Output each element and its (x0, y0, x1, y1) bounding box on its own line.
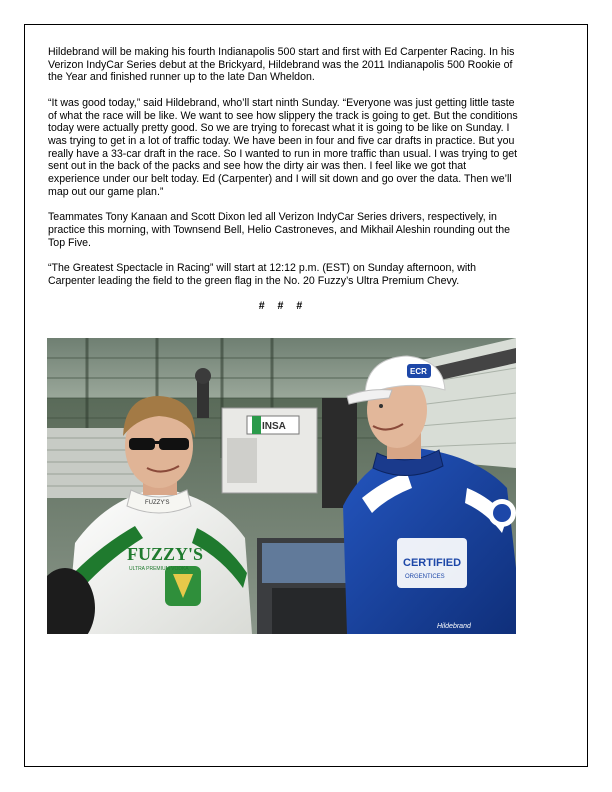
paragraph-race-start: “The Greatest Spectacle in Racing” will start at 12:12 p.m. (EST) on Sunday afternoon, with Carpenter leading the field to the green flag in the No. 20 Fuzzy’s Ultra Premium Chevy. (48, 262, 477, 287)
paragraph-intro: Hildebrand will be making his fourth Indianapolis 500 start and first with Ed Carpenter Racing. In his Verizon IndyCar Series debut at the Brickyard, Hildebrand was the 2011 Indianapolis 500 Rookie of the Year and finished runner up to the late Dan Wheldon. (48, 46, 515, 84)
paragraph-practice-results: Teammates Tony Kanaan and Scott Dixon led all Verizon IndyCar Series drivers, respectively, in practice this morning, with Townsend Bell, Helio Castroneves, and Mikhail Aleshin rounding out the Top Five. (48, 211, 511, 249)
right-name-patch: Hildebrand (437, 623, 471, 630)
right-cap-logo: ECR (410, 367, 427, 376)
right-suit-text: CERTIFIED (403, 557, 462, 569)
left-suit-brand: FUZZY'S (127, 544, 204, 564)
signage-text: INSA (262, 421, 286, 432)
article-body (48, 46, 518, 313)
drivers-photo (47, 338, 516, 634)
end-marks: # # # (258, 300, 308, 313)
paragraph-quote: “It was good today,” said Hildebrand, who’ll start ninth Sunday. “Everyone was just getting little taste of what the race will be like. We want to see how slippery the track is going to get. But the conditions today were actually pretty good. So we are trying to forecast what it is going to be like on Sunday. I was trying to get in a lot of traffic today. We have been in four and five car drafts in practice. But you really have a 33-car draft in the race. So I wanted to run in more traffic than usual. I was trying to get sent out in the back of the packs and see how the dirty air was then. I feel like we got that experience under our belt today. Ed (Carpenter) and I will sit down and go over the data. Then we’ll map out our game plan.” (48, 96, 518, 198)
right-suit-sub: ORGENTICES (405, 574, 445, 580)
left-suit-sub: ULTRA PREMIUM VODKA (129, 566, 189, 572)
left-collar-text: FUZZY'S (145, 500, 170, 506)
